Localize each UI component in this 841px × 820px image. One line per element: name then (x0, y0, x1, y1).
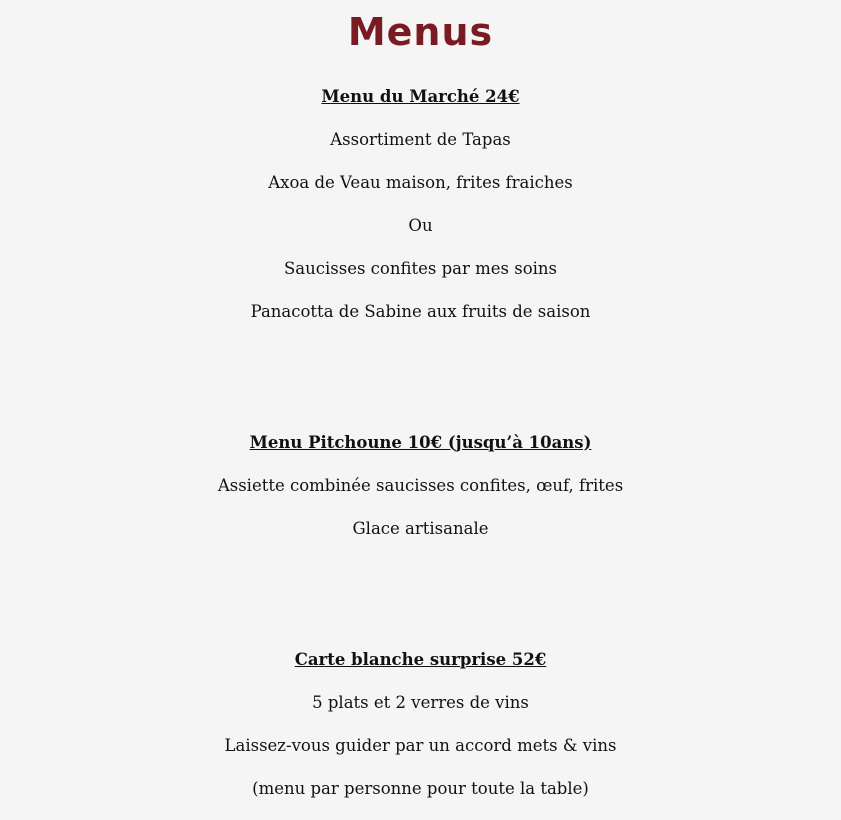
carte-blanche-item: 5 plats et 2 verres de vins (312, 693, 529, 712)
carte-blanche-heading: Carte blanche surprise 52€ (294, 650, 547, 669)
menu-marche-item: Assortiment de Tapas (330, 130, 511, 149)
carte-blanche-item: (menu par personne pour toute la table) (252, 779, 589, 798)
menu-marche-item: Ou (408, 216, 433, 235)
menu-marche-heading: Menu du Marché 24€ (321, 87, 520, 106)
menu-marche-item: Panacotta de Sabine aux fruits de saison (250, 302, 591, 321)
menu-pitchoune-item: Assiette combinée saucisses confites, œuf, frites (217, 476, 624, 495)
menu-marche-item: Axoa de Veau maison, frites fraiches (268, 173, 573, 192)
page-title: Menus (347, 10, 494, 54)
menu-pitchoune-item: Glace artisanale (352, 519, 489, 538)
menu-pitchoune-heading: Menu Pitchoune 10€ (jusqu’à 10ans) (249, 433, 592, 452)
menu-marche-item: Saucisses confites par mes soins (283, 259, 558, 278)
carte-blanche-item: Laissez-vous guider par un accord mets & vins (224, 736, 617, 755)
